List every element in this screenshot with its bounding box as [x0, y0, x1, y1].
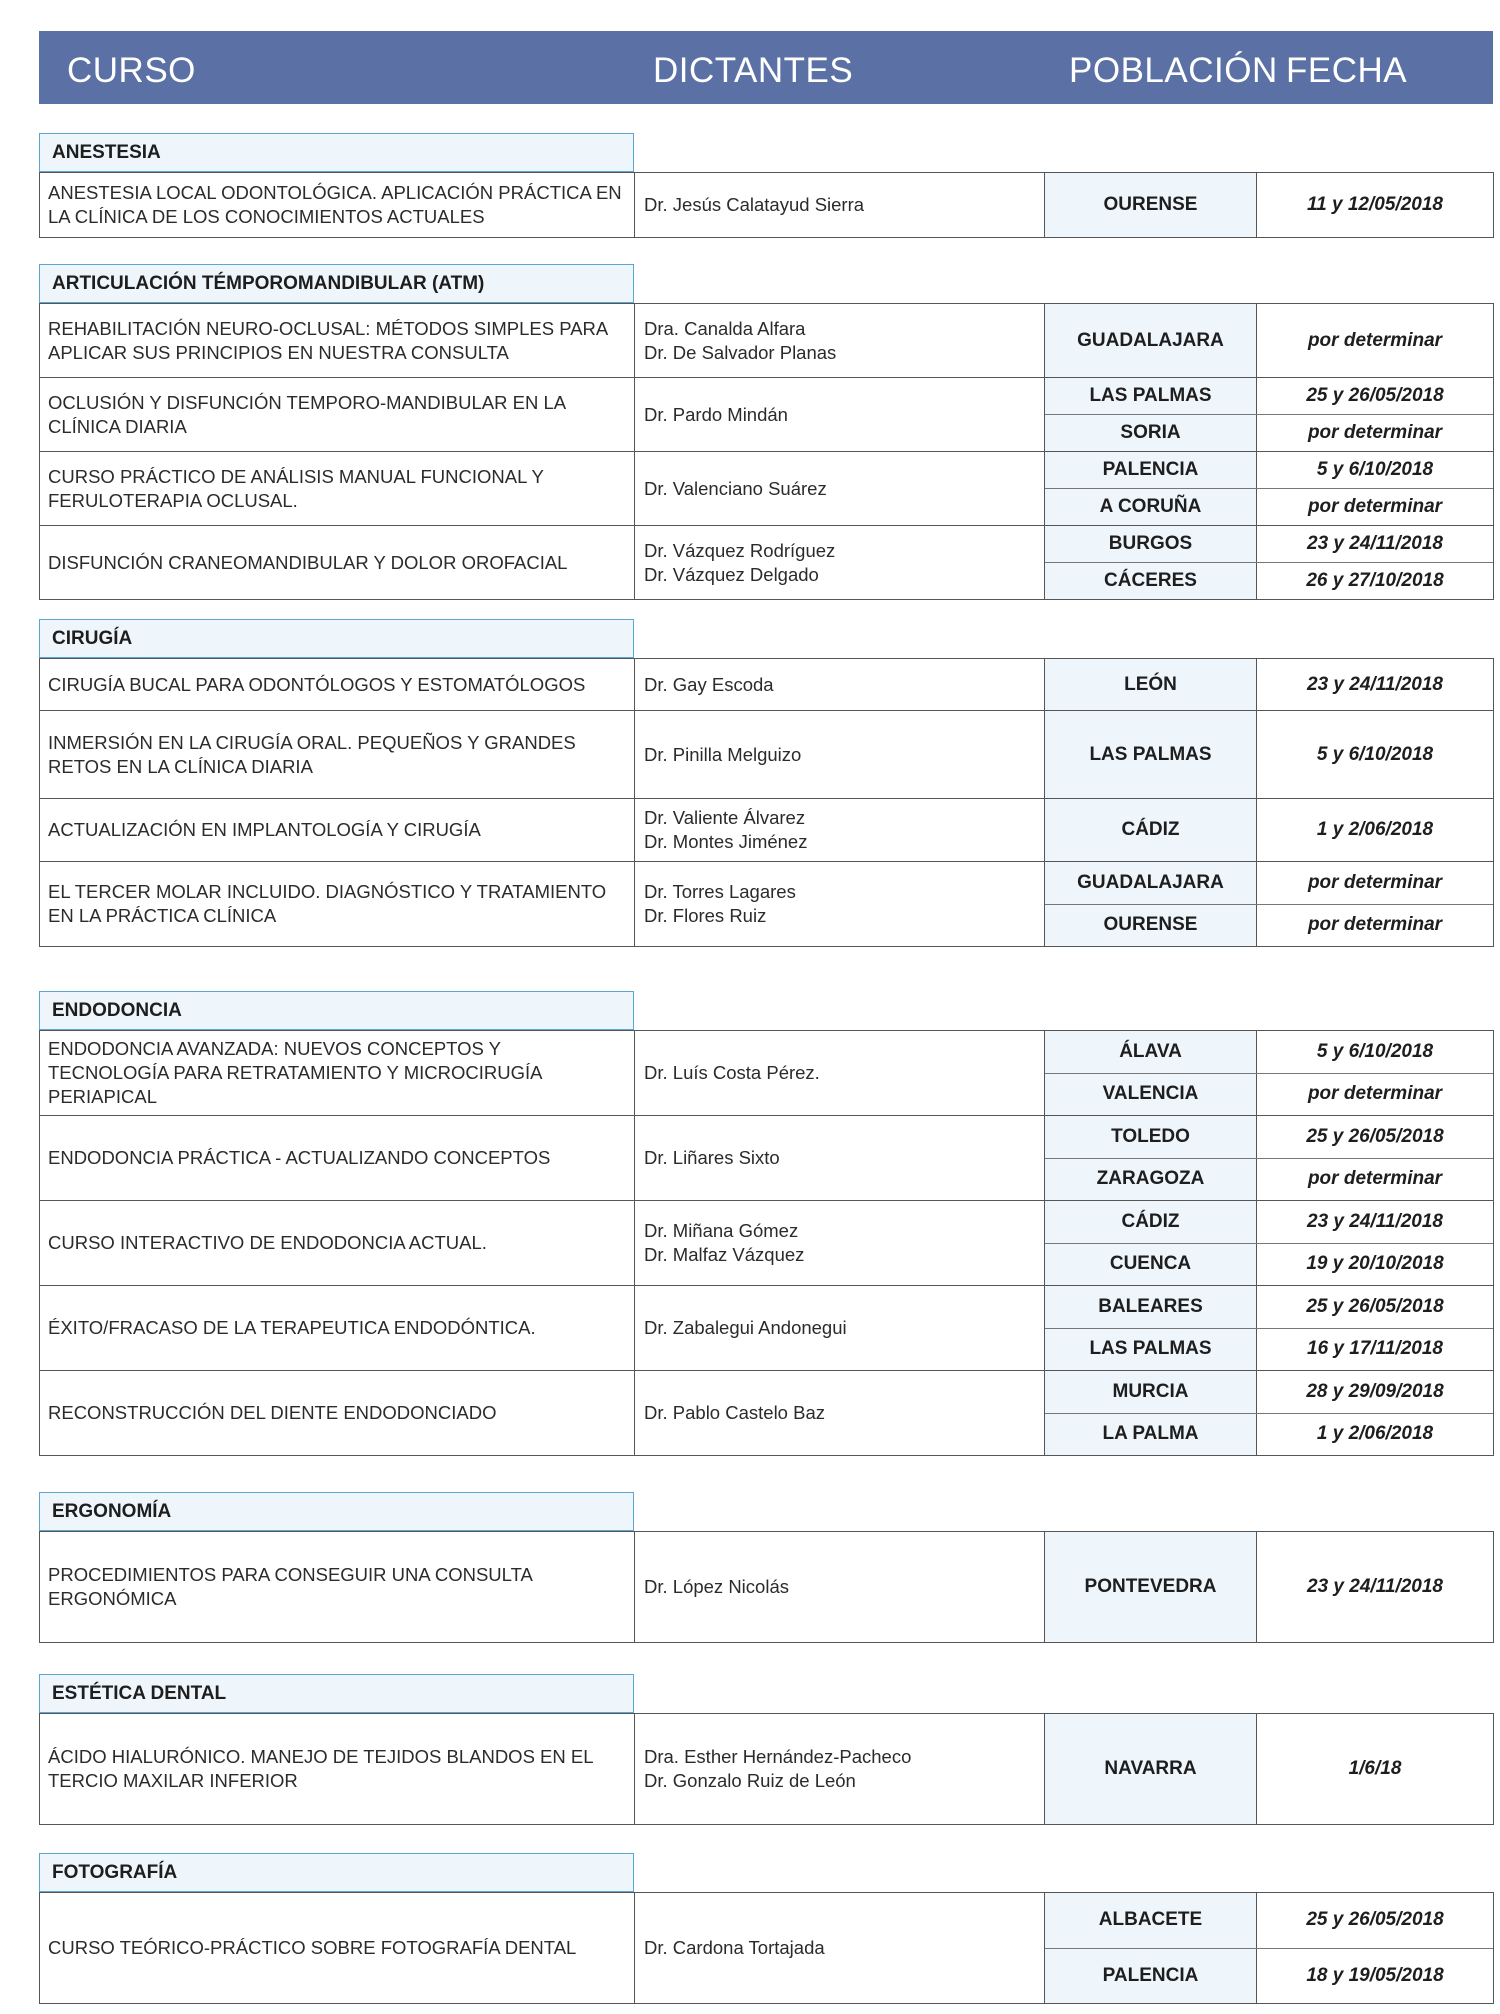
- course-rows: [39, 172, 1494, 238]
- fecha-cell: por determinar: [1307, 1168, 1443, 1190]
- fecha-cell: 1/6/18: [1348, 1758, 1402, 1779]
- table-row: [39, 1201, 1494, 1286]
- poblacion-cell: PONTEVEDRA: [1045, 1532, 1257, 1642]
- category-label: ENDODONCIA: [39, 991, 634, 1030]
- course-title: EL TERCER MOLAR INCLUIDO. DIAGNÓSTICO Y TRATAMIENTO EN LA PRÁCTICA CLÍNICA: [40, 862, 635, 946]
- header-dictantes: DICTANTES: [653, 51, 854, 90]
- table-row: [39, 1893, 1494, 2004]
- sessions-cell: [1045, 304, 1493, 377]
- dictante-name: Dr. Cardona Tortajada: [644, 1937, 825, 1958]
- table-row: [39, 378, 1494, 452]
- fecha-cell: 25 y 26/05/2018: [1306, 1125, 1444, 1147]
- table-row: [39, 526, 1494, 600]
- sessions-cell: [1045, 1714, 1493, 1824]
- session-row: [1045, 1074, 1493, 1116]
- sessions-cell: [1045, 1893, 1493, 2003]
- dictante-name: Dr. Liñares Sixto: [644, 1147, 780, 1168]
- course-rows: [39, 1892, 1494, 2004]
- dictantes-cell: [635, 1031, 1045, 1115]
- dictantes-cell: [635, 1116, 1045, 1200]
- session-row: [1045, 1532, 1493, 1642]
- fecha-cell: 23 y 24/11/2018: [1307, 1576, 1443, 1597]
- fecha-cell: 23 y 24/11/2018: [1307, 533, 1443, 554]
- session-row: [1045, 304, 1493, 377]
- course-title: ÁCIDO HIALURÓNICO. MANEJO DE TEJIDOS BLANDOS EN EL TERCIO MAXILAR INFERIOR: [40, 1714, 635, 1824]
- dictante-name: Dr. Torres Lagares: [644, 881, 796, 902]
- poblacion-cell: MURCIA: [1045, 1371, 1257, 1413]
- fecha-cell: 5 y 6/10/2018: [1316, 743, 1434, 765]
- session-row: [1045, 1244, 1493, 1286]
- dictantes-cell: [635, 659, 1045, 710]
- sessions-cell: [1045, 1532, 1493, 1642]
- course-title: OCLUSIÓN Y DISFUNCIÓN TEMPORO-MANDIBULAR EN LA CLÍNICA DIARIA: [40, 378, 635, 451]
- poblacion-cell: BURGOS: [1045, 526, 1257, 562]
- session-row: [1045, 1116, 1493, 1159]
- table-row: [39, 1031, 1494, 1116]
- poblacion-cell: VALENCIA: [1045, 1074, 1257, 1116]
- section-endodoncia: [39, 991, 1494, 1456]
- section-anestesia: [39, 133, 1494, 238]
- fecha-cell: 25 y 26/05/2018: [1306, 1295, 1444, 1317]
- fecha-cell: 1 y 2/06/2018: [1316, 819, 1434, 840]
- session-row: [1045, 862, 1493, 905]
- poblacion-cell: BALEARES: [1045, 1286, 1257, 1328]
- poblacion-cell: GUADALAJARA: [1045, 304, 1257, 377]
- poblacion-cell: GUADALAJARA: [1045, 862, 1257, 904]
- table-header: [39, 31, 1493, 104]
- poblacion-cell: CÁDIZ: [1045, 1201, 1257, 1243]
- dictante-name: Dr. Luís Costa Pérez.: [644, 1062, 820, 1083]
- table-row: [39, 1532, 1494, 1643]
- course-title: ÉXITO/FRACASO DE LA TERAPEUTICA ENDODÓNTICA.: [40, 1286, 635, 1370]
- session-row: [1045, 452, 1493, 489]
- dictante-name: Dr. Vázquez Delgado: [644, 563, 819, 585]
- session-row: [1045, 1201, 1493, 1244]
- session-row: [1045, 905, 1493, 947]
- fecha-cell: por determinar: [1307, 329, 1443, 351]
- dictantes-cell: [635, 1893, 1045, 2003]
- sessions-cell: [1045, 799, 1493, 861]
- dictante-name: Dr. Gonzalo Ruiz de León: [644, 1770, 856, 1791]
- category-label: CIRUGÍA: [39, 619, 634, 658]
- course-title: CURSO INTERACTIVO DE ENDODONCIA ACTUAL.: [40, 1201, 635, 1285]
- dictante-name: Dra. Canalda Alfara: [644, 317, 806, 339]
- sessions-cell: [1045, 526, 1493, 599]
- poblacion-cell: ZARAGOZA: [1045, 1159, 1257, 1201]
- course-title: CURSO PRÁCTICO DE ANÁLISIS MANUAL FUNCIONAL Y FERULOTERAPIA OCLUSAL.: [40, 452, 635, 525]
- fecha-cell: 23 y 24/11/2018: [1307, 673, 1443, 695]
- dictantes-cell: [635, 799, 1045, 861]
- table-row: [39, 1286, 1494, 1371]
- dictante-name: Dr. De Salvador Planas: [644, 341, 837, 363]
- fecha-cell: por determinar: [1307, 496, 1443, 517]
- poblacion-cell: LAS PALMAS: [1045, 1329, 1257, 1371]
- poblacion-cell: CUENCA: [1045, 1244, 1257, 1286]
- header-fecha: FECHA: [1286, 51, 1408, 90]
- fecha-cell: 18 y 19/05/2018: [1306, 1964, 1444, 1986]
- dictantes-cell: [635, 378, 1045, 451]
- course-rows: [39, 1531, 1494, 1643]
- course-title: CURSO TEÓRICO-PRÁCTICO SOBRE FOTOGRAFÍA DENTAL: [40, 1893, 635, 2003]
- fecha-cell: 25 y 26/05/2018: [1306, 1909, 1444, 1931]
- dictantes-cell: [635, 452, 1045, 525]
- section-fotografia: [39, 1853, 1494, 2004]
- course-title: REHABILITACIÓN NEURO-OCLUSAL: MÉTODOS SIMPLES PARA APLICAR SUS PRINCIPIOS EN NUESTRA CONSULTA: [40, 304, 635, 377]
- fecha-cell: por determinar: [1307, 871, 1443, 893]
- dictantes-cell: [635, 1201, 1045, 1285]
- session-row: [1045, 659, 1493, 710]
- sessions-cell: [1045, 659, 1493, 710]
- section-estetica-dental: [39, 1674, 1494, 1825]
- poblacion-cell: OURENSE: [1045, 905, 1257, 947]
- category-label: ARTICULACIÓN TÉMPOROMANDIBULAR (ATM): [39, 264, 634, 303]
- session-row: [1045, 415, 1493, 451]
- session-row: [1045, 173, 1493, 237]
- dictante-name: Dr. Pablo Castelo Baz: [644, 1402, 825, 1423]
- table-row: [39, 452, 1494, 526]
- poblacion-cell: SORIA: [1045, 415, 1257, 451]
- session-row: [1045, 711, 1493, 798]
- dictante-name: Dr. Zabalegui Andonegui: [644, 1317, 847, 1338]
- poblacion-cell: PALENCIA: [1045, 1949, 1257, 2004]
- table-row: [39, 173, 1494, 238]
- session-row: [1045, 1714, 1493, 1824]
- fecha-cell: 26 y 27/10/2018: [1306, 570, 1444, 591]
- table-row: [39, 1116, 1494, 1201]
- sessions-cell: [1045, 173, 1493, 237]
- session-row: [1045, 489, 1493, 525]
- poblacion-cell: OURENSE: [1045, 173, 1257, 237]
- sessions-cell: [1045, 1031, 1493, 1115]
- dictante-name: Dr. Montes Jiménez: [644, 831, 808, 852]
- category-label: FOTOGRAFÍA: [39, 1853, 634, 1892]
- session-row: [1045, 1031, 1493, 1074]
- dictante-name: Dra. Esther Hernández-Pacheco: [644, 1746, 912, 1767]
- dictantes-cell: [635, 1714, 1045, 1824]
- course-title: ENDODONCIA PRÁCTICA - ACTUALIZANDO CONCEPTOS: [40, 1116, 635, 1200]
- session-row: [1045, 1159, 1493, 1201]
- dictantes-cell: [635, 173, 1045, 237]
- table-row: [39, 799, 1494, 862]
- session-row: [1045, 1371, 1493, 1414]
- sessions-cell: [1045, 1116, 1493, 1200]
- fecha-cell: 5 y 6/10/2018: [1316, 1040, 1434, 1062]
- session-row: [1045, 1893, 1493, 1949]
- poblacion-cell: TOLEDO: [1045, 1116, 1257, 1158]
- category-label: ANESTESIA: [39, 133, 634, 172]
- session-row: [1045, 1414, 1493, 1456]
- table-row: [39, 304, 1494, 378]
- dictante-name: Dr. Pardo Mindán: [644, 403, 788, 425]
- sessions-cell: [1045, 378, 1493, 451]
- poblacion-cell: CÁCERES: [1045, 563, 1257, 599]
- dictantes-cell: [635, 526, 1045, 599]
- session-row: [1045, 1286, 1493, 1329]
- table-row: [39, 1371, 1494, 1456]
- dictantes-cell: [635, 711, 1045, 798]
- fecha-cell: 11 y 12/05/2018: [1307, 194, 1443, 215]
- session-row: [1045, 563, 1493, 599]
- course-rows: [39, 1713, 1494, 1825]
- poblacion-cell: CÁDIZ: [1045, 799, 1257, 861]
- section-cirugia: [39, 619, 1494, 947]
- course-title: DISFUNCIÓN CRANEOMANDIBULAR Y DOLOR OROFACIAL: [40, 526, 635, 599]
- section-ergonomia: [39, 1492, 1494, 1643]
- dictantes-cell: [635, 1286, 1045, 1370]
- dictantes-cell: [635, 862, 1045, 946]
- dictante-name: Dr. Jesús Calatayud Sierra: [644, 194, 865, 215]
- course-title: RECONSTRUCCIÓN DEL DIENTE ENDODONCIADO: [40, 1371, 635, 1455]
- fecha-cell: 28 y 29/09/2018: [1306, 1380, 1444, 1402]
- sessions-cell: [1045, 711, 1493, 798]
- table-row: [39, 659, 1494, 711]
- dictante-name: Dr. Flores Ruiz: [644, 905, 767, 926]
- dictante-name: Dr. Malfaz Vázquez: [644, 1244, 805, 1265]
- course-title: ANESTESIA LOCAL ODONTOLÓGICA. APLICACIÓN PRÁCTICA EN LA CLÍNICA DE LOS CONOCIMIENTOS ACTUALES: [40, 173, 635, 237]
- table-row: [39, 711, 1494, 799]
- table-row: [39, 1714, 1494, 1825]
- table-row: [39, 862, 1494, 947]
- poblacion-cell: LAS PALMAS: [1045, 378, 1257, 414]
- poblacion-cell: PALENCIA: [1045, 452, 1257, 488]
- dictantes-cell: [635, 304, 1045, 377]
- session-row: [1045, 799, 1493, 861]
- sessions-cell: [1045, 452, 1493, 525]
- fecha-cell: 25 y 26/05/2018: [1306, 385, 1444, 406]
- poblacion-cell: LAS PALMAS: [1045, 711, 1257, 798]
- dictante-name: Dr. Valenciano Suárez: [644, 477, 827, 499]
- header-curso: CURSO: [67, 51, 196, 90]
- fecha-cell: por determinar: [1307, 422, 1443, 443]
- poblacion-cell: NAVARRA: [1045, 1714, 1257, 1824]
- course-rows: [39, 1030, 1494, 1456]
- poblacion-cell: A CORUÑA: [1045, 489, 1257, 525]
- fecha-cell: 23 y 24/11/2018: [1307, 1210, 1443, 1232]
- course-rows: [39, 658, 1494, 947]
- fecha-cell: por determinar: [1307, 914, 1443, 936]
- dictante-name: Dr. Pinilla Melguizo: [644, 743, 802, 765]
- category-label: ESTÉTICA DENTAL: [39, 1674, 634, 1713]
- fecha-cell: 19 y 20/10/2018: [1306, 1253, 1444, 1275]
- dictante-name: Dr. López Nicolás: [644, 1576, 789, 1597]
- sessions-cell: [1045, 1371, 1493, 1455]
- course-title: INMERSIÓN EN LA CIRUGÍA ORAL. PEQUEÑOS Y GRANDES RETOS EN LA CLÍNICA DIARIA: [40, 711, 635, 798]
- dictante-name: Dr. Miñana Gómez: [644, 1220, 799, 1241]
- dictante-name: Dr. Gay Escoda: [644, 673, 774, 695]
- course-title: CIRUGÍA BUCAL PARA ODONTÓLOGOS Y ESTOMATÓLOGOS: [40, 659, 635, 710]
- category-label: ERGONOMÍA: [39, 1492, 634, 1531]
- poblacion-cell: LEÓN: [1045, 659, 1257, 710]
- dictante-name: Dr. Vázquez Rodríguez: [644, 539, 836, 561]
- course-title: PROCEDIMIENTOS PARA CONSEGUIR UNA CONSULTA ERGONÓMICA: [40, 1532, 635, 1642]
- dictantes-cell: [635, 1371, 1045, 1455]
- course-title: ENDODONCIA AVANZADA: NUEVOS CONCEPTOS Y TECNOLOGÍA PARA RETRATAMIENTO Y MICROCIRUGÍA PERIAPICAL: [40, 1031, 635, 1115]
- session-row: [1045, 1329, 1493, 1371]
- session-row: [1045, 1949, 1493, 2004]
- poblacion-cell: ÁLAVA: [1045, 1031, 1257, 1073]
- course-title: ACTUALIZACIÓN EN IMPLANTOLOGÍA Y CIRUGÍA: [40, 799, 635, 861]
- fecha-cell: 16 y 17/11/2018: [1307, 1338, 1443, 1360]
- sessions-cell: [1045, 1201, 1493, 1285]
- course-rows: [39, 303, 1494, 600]
- header-poblacion: POBLACIÓN: [1069, 51, 1278, 90]
- dictantes-cell: [635, 1532, 1045, 1642]
- session-row: [1045, 378, 1493, 415]
- fecha-cell: por determinar: [1307, 1083, 1443, 1105]
- poblacion-cell: LA PALMA: [1045, 1414, 1257, 1456]
- sessions-cell: [1045, 862, 1493, 946]
- section-atm: [39, 264, 1494, 600]
- fecha-cell: 1 y 2/06/2018: [1316, 1423, 1434, 1445]
- poblacion-cell: ALBACETE: [1045, 1893, 1257, 1948]
- session-row: [1045, 526, 1493, 563]
- sessions-cell: [1045, 1286, 1493, 1370]
- fecha-cell: 5 y 6/10/2018: [1316, 459, 1434, 480]
- dictante-name: Dr. Valiente Álvarez: [644, 807, 806, 828]
